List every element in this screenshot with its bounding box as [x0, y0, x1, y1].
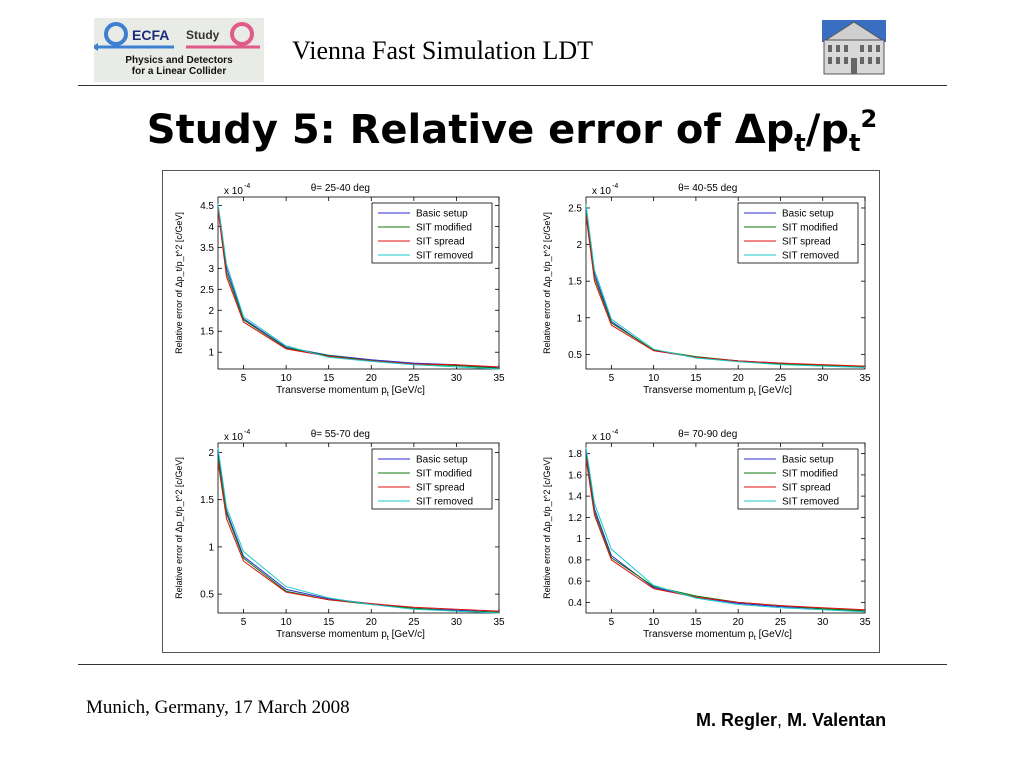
y-tick-label: 3.5: [200, 242, 214, 254]
y-tick-label: 1: [576, 534, 582, 546]
y-tick-label: 1.5: [200, 326, 214, 338]
legend-label: SIT spread: [782, 482, 831, 494]
logo-right-ring: [232, 24, 252, 44]
y-axis-label: Relative error of Δp_t/p_t^2 [c/GeV]: [542, 212, 552, 354]
x-axis-label-unit: [GeV/c]: [388, 385, 425, 396]
y-tick-label: 1.2: [568, 512, 582, 524]
x-axis-label: [276, 385, 425, 398]
slide-title-sup: 2: [860, 105, 878, 133]
chart-panel-4: [542, 429, 871, 642]
legend-label: SIT modified: [416, 468, 472, 480]
chart-panel-1: [174, 183, 505, 398]
x-tick-label: 25: [408, 617, 420, 628]
axis-exponent: x 10: [592, 432, 611, 443]
legend-label: SIT removed: [416, 250, 474, 262]
x-axis-label-main: Transverse momentum p: [643, 385, 754, 396]
x-tick-label: 30: [450, 617, 462, 628]
legend-label: SIT modified: [782, 222, 838, 234]
y-tick-label: 1.4: [568, 491, 582, 503]
x-tick-label: 20: [732, 373, 744, 384]
axis-exponent-power: -4: [244, 429, 251, 436]
legend-label: SIT spread: [416, 482, 465, 494]
chart-title: θ= 25-40 deg: [310, 183, 370, 194]
chart-title: θ= 40-55 deg: [678, 183, 738, 194]
y-tick-label: 0.4: [568, 597, 582, 609]
axis-exponent-power: -4: [612, 429, 619, 436]
x-axis-label-unit: [GeV/c]: [755, 629, 792, 640]
axis-exponent-power: -4: [612, 183, 619, 190]
x-tick-label: 35: [493, 373, 505, 384]
y-tick-label: 1.5: [200, 495, 214, 507]
axis-exponent-power: -4: [244, 183, 251, 190]
y-tick-label: 1: [208, 347, 214, 359]
legend-label: Basic setup: [782, 454, 834, 466]
x-tick-label: 20: [365, 373, 377, 384]
header-title: Vienna Fast Simulation LDT: [292, 36, 594, 65]
y-tick-label: 0.8: [568, 555, 582, 567]
slide-title-sub1: t: [794, 129, 806, 157]
y-tick-label: 2.5: [568, 203, 582, 215]
x-tick-label: 25: [408, 373, 420, 384]
logo-left-arrow: [94, 43, 98, 51]
y-tick-label: 4.5: [200, 200, 214, 212]
legend-label: SIT modified: [782, 468, 838, 480]
x-tick-label: 35: [859, 617, 871, 628]
ecfa-logo: [94, 18, 264, 82]
ecfa-logo-graphic: [94, 18, 264, 58]
x-tick-label: 20: [732, 617, 744, 628]
slide-title: [0, 105, 1024, 157]
footer-divider: [78, 664, 947, 665]
x-axis-label-unit: [GeV/c]: [388, 629, 425, 640]
x-axis-label: [643, 385, 792, 398]
x-tick-label: 10: [648, 373, 660, 384]
y-tick-label: 2.5: [200, 284, 214, 296]
x-tick-label: 15: [323, 617, 335, 628]
legend-label: Basic setup: [416, 208, 468, 220]
logo-line1: Physics and Detectors: [125, 55, 233, 66]
x-tick-label: 25: [774, 617, 787, 628]
legend: [738, 203, 858, 263]
x-tick-label: 5: [608, 373, 615, 384]
chart-panel-2: [542, 183, 871, 398]
x-axis-label-sub: t: [753, 391, 756, 398]
x-tick-label: 5: [608, 617, 615, 628]
footer-author-sep: ,: [777, 710, 783, 730]
x-tick-label: 15: [323, 373, 335, 384]
axis-exponent: x 10: [224, 432, 243, 443]
legend-label: SIT removed: [782, 496, 840, 508]
logo-study: Study: [186, 28, 220, 42]
charts-svg: [163, 171, 879, 652]
x-tick-label: 35: [493, 617, 505, 628]
legend-label: Basic setup: [782, 208, 834, 220]
y-axis-label: Relative error of Δp_t/p_t^2 [c/GeV]: [174, 457, 184, 599]
legend: [372, 449, 492, 509]
y-tick-label: 1.5: [568, 276, 582, 288]
legend: [372, 203, 492, 263]
x-axis-label: [276, 629, 425, 642]
x-tick-label: 35: [859, 373, 871, 384]
y-axis-label: Relative error of Δp_t/p_t^2 [c/GeV]: [174, 212, 184, 354]
footer-author2: M. Valentan: [787, 710, 887, 730]
x-tick-label: 10: [648, 617, 660, 628]
legend-label: SIT spread: [782, 236, 831, 248]
x-tick-label: 15: [690, 617, 702, 628]
y-tick-label: 2: [576, 240, 582, 252]
x-axis-label-unit: [GeV/c]: [755, 385, 792, 396]
legend-label: Basic setup: [416, 454, 468, 466]
slide-title-slash: /p: [805, 107, 850, 153]
header-divider: [78, 85, 947, 86]
logo-label: ECFA: [132, 27, 170, 43]
y-tick-label: 1.6: [568, 470, 582, 482]
legend-label: SIT modified: [416, 222, 472, 234]
x-axis-label-main: Transverse momentum p: [276, 385, 387, 396]
chart-panel-3: [174, 429, 505, 642]
y-tick-label: 0.5: [568, 349, 582, 361]
y-tick-label: 3: [208, 263, 214, 275]
y-tick-label: 1: [208, 542, 214, 554]
x-tick-label: 10: [280, 617, 292, 628]
y-tick-label: 0.6: [568, 576, 582, 588]
x-axis-label-sub: t: [386, 635, 389, 642]
x-tick-label: 30: [450, 373, 462, 384]
x-axis-label-sub: t: [386, 391, 389, 398]
chart-title: θ= 55-70 deg: [310, 429, 370, 440]
y-tick-label: 2: [208, 447, 214, 459]
footer-author1: M. Regler: [696, 710, 778, 730]
footer-authors: [696, 710, 886, 731]
footer-location-date: Munich, Germany, 17 March 2008: [86, 697, 350, 718]
legend-label: SIT spread: [416, 236, 465, 248]
y-tick-label: 0.5: [200, 589, 214, 601]
x-tick-label: 30: [817, 373, 829, 384]
logo-line2: for a Linear Collider: [131, 66, 227, 77]
legend-label: SIT removed: [416, 496, 474, 508]
y-tick-label: 1: [576, 313, 582, 325]
x-tick-label: 25: [774, 373, 787, 384]
y-tick-label: 1.8: [568, 449, 582, 461]
slide-title-sub2: t: [849, 129, 861, 157]
x-tick-label: 15: [690, 373, 702, 384]
legend: [738, 449, 858, 509]
x-axis-label-sub: t: [753, 635, 756, 642]
axis-exponent: x 10: [224, 186, 243, 197]
logo-left-ring: [106, 24, 126, 44]
university-building-icon: [820, 18, 888, 76]
axis-exponent: x 10: [592, 186, 611, 197]
x-axis-label-main: Transverse momentum p: [276, 629, 387, 640]
slide-title-main: Study 5: Relative error of Δp: [146, 107, 795, 153]
x-tick-label: 20: [365, 617, 377, 628]
x-tick-label: 5: [240, 373, 247, 384]
x-tick-label: 5: [240, 617, 247, 628]
chart-figure: [162, 170, 880, 653]
y-tick-label: 2: [208, 305, 214, 317]
x-tick-label: 30: [817, 617, 829, 628]
y-tick-label: 4: [208, 221, 214, 233]
x-axis-label-main: Transverse momentum p: [643, 629, 754, 640]
y-axis-label: Relative error of Δp_t/p_t^2 [c/GeV]: [542, 457, 552, 599]
chart-title: θ= 70-90 deg: [678, 429, 738, 440]
legend-label: SIT removed: [782, 250, 840, 262]
x-axis-label: [643, 629, 792, 642]
x-tick-label: 10: [280, 373, 292, 384]
